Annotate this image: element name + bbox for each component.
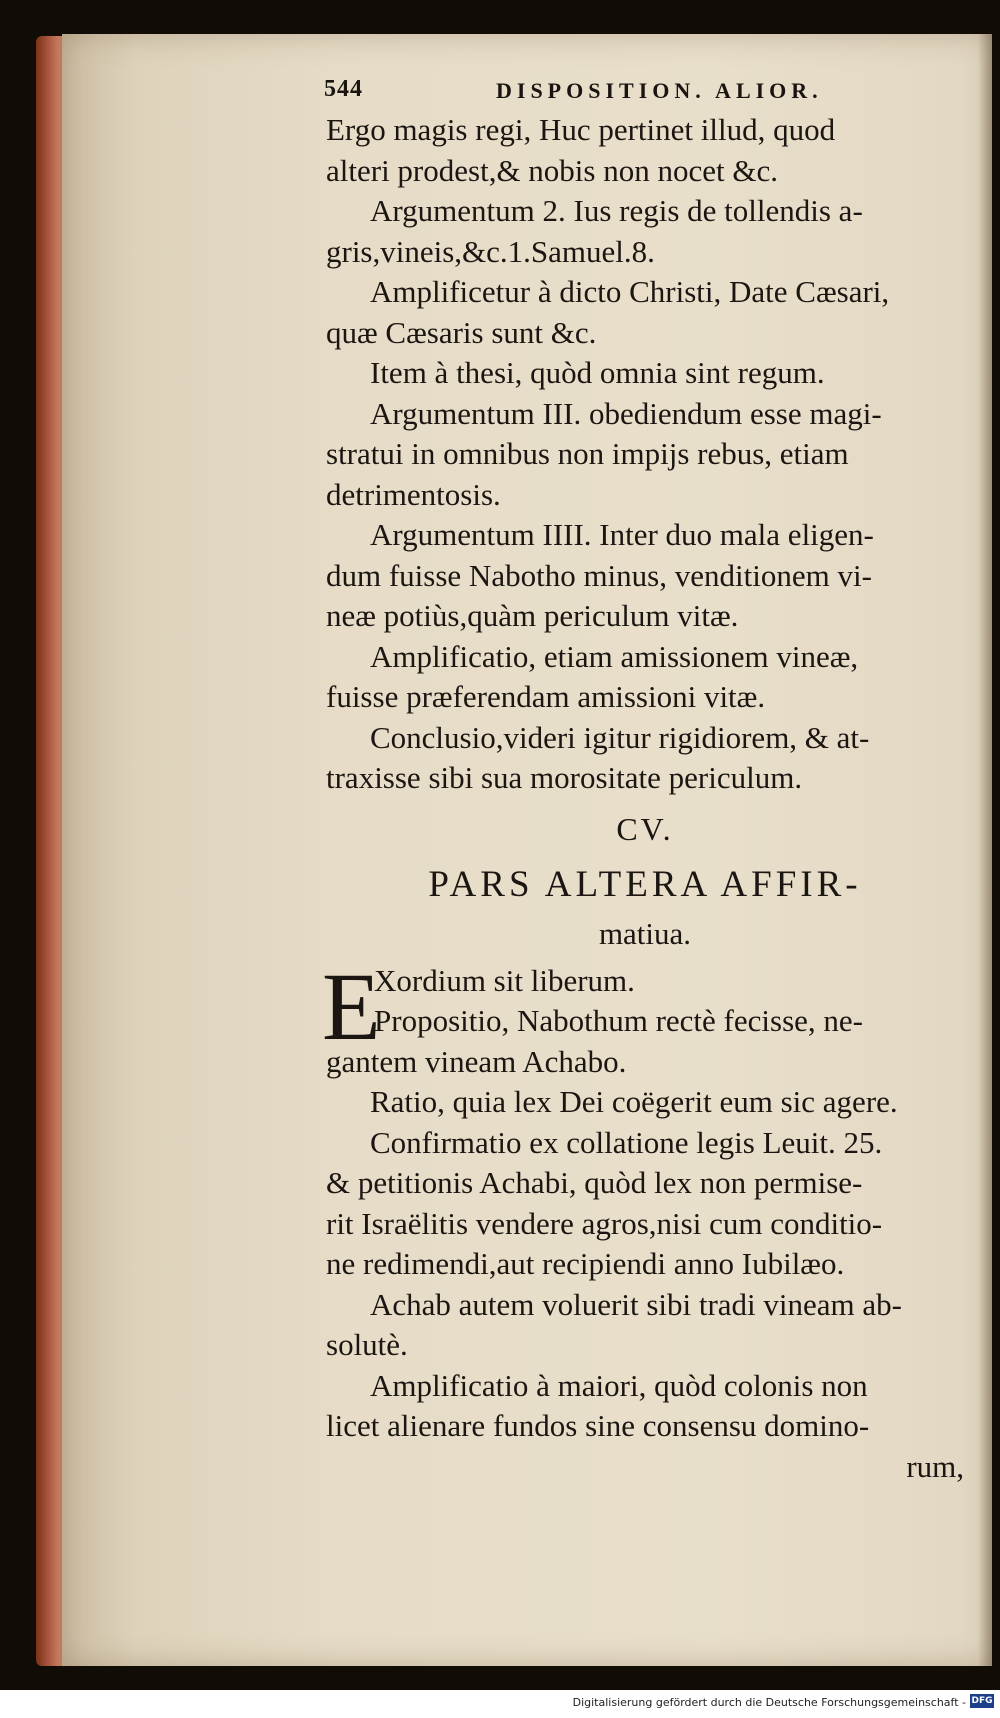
dfg-logo: DFG [971,1696,993,1706]
text-line: dum fuisse Nabotho minus, venditionem vi- [326,557,872,593]
text-line: & petitionis Achabi, quòd lex non permise- [326,1165,863,1200]
text-line: Ratio, quia lex Dei coëgerit eum sic agere. [370,1084,898,1119]
text-line: rum, [906,1448,964,1484]
text-line: Achab autem voluerit sibi tradi vineam ab- [370,1286,902,1322]
text-line: alteri prodest,& nobis non nocet &c. [326,152,778,188]
text-line: Amplificatio, etiam amissionem vineæ, [370,638,859,674]
drop-cap: E [322,952,381,1060]
text-line: Ergo magis regi, Huc pertinet illud, quod [326,112,836,147]
text-line: gantem vineam Achabo. [326,1043,627,1079]
text-line: Conclusio,videri igitur rigidiorem, & at- [370,719,870,755]
text-line: solutè. [326,1327,408,1362]
text-line: Xordium sit liberum. [374,962,635,998]
text-line: gris,vineis,&c.1.Samuel.8. [326,233,655,269]
page-text [322,110,964,1487]
page-gutter-shadow [978,34,992,1666]
text-block-1 [326,110,964,799]
footer-credit: Digitalisierung gefördert durch die Deutsche Forschungsgemeinschaft - [572,1696,966,1709]
text-line: Argumentum 2. Ius regis de tollendis a- [370,193,863,228]
running-head: DISPOSITION. ALIOR. [496,78,823,103]
text-line: Argumentum IIII. Inter duo mala eligen- [370,517,874,552]
text-line: Argumentum III. obediendum esse magi- [370,395,882,431]
section-title-continued: matiua. [598,915,692,951]
text-line: Propositio, Nabothum rectè fecisse, ne- [374,1003,863,1038]
text-line: detrimentosis. [326,476,501,512]
digitization-footer [0,1690,1000,1718]
page-number: 544 [324,76,363,102]
text-line: Amplificetur à dicto Christi, Date Cæsari, [370,274,890,309]
section-title: PARS ALTERA AFFIR- [428,863,862,905]
text-line: neæ potiùs,quàm periculum vitæ. [326,598,739,633]
text-line: ne redimendi,aut recipiendi anno Iubilæo. [326,1246,845,1281]
text-line: fuisse præferendam amissioni vitæ. [326,679,766,714]
text-line: Confirmatio ex collatione legis Leuit. 25. [370,1124,883,1160]
text-line: licet alienare fundos sine consensu domino- [326,1408,870,1443]
text-line: quæ Cæsaris sunt &c. [326,314,597,350]
section-number: CV. [616,810,674,847]
text-line: rit Israëlitis vendere agros,nisi cum conditio- [326,1205,883,1241]
text-line: Amplificatio à maiori, quòd colonis non [370,1367,868,1403]
text-line: stratui in omnibus non impijs rebus, etiam [326,436,849,471]
text-line: Item à thesi, quòd omnia sint regum. [370,355,825,390]
initial-paragraph [322,952,964,1060]
text-line: traxisse sibi sua morositate periculum. [326,760,803,795]
text-block-2 [326,1042,964,1488]
